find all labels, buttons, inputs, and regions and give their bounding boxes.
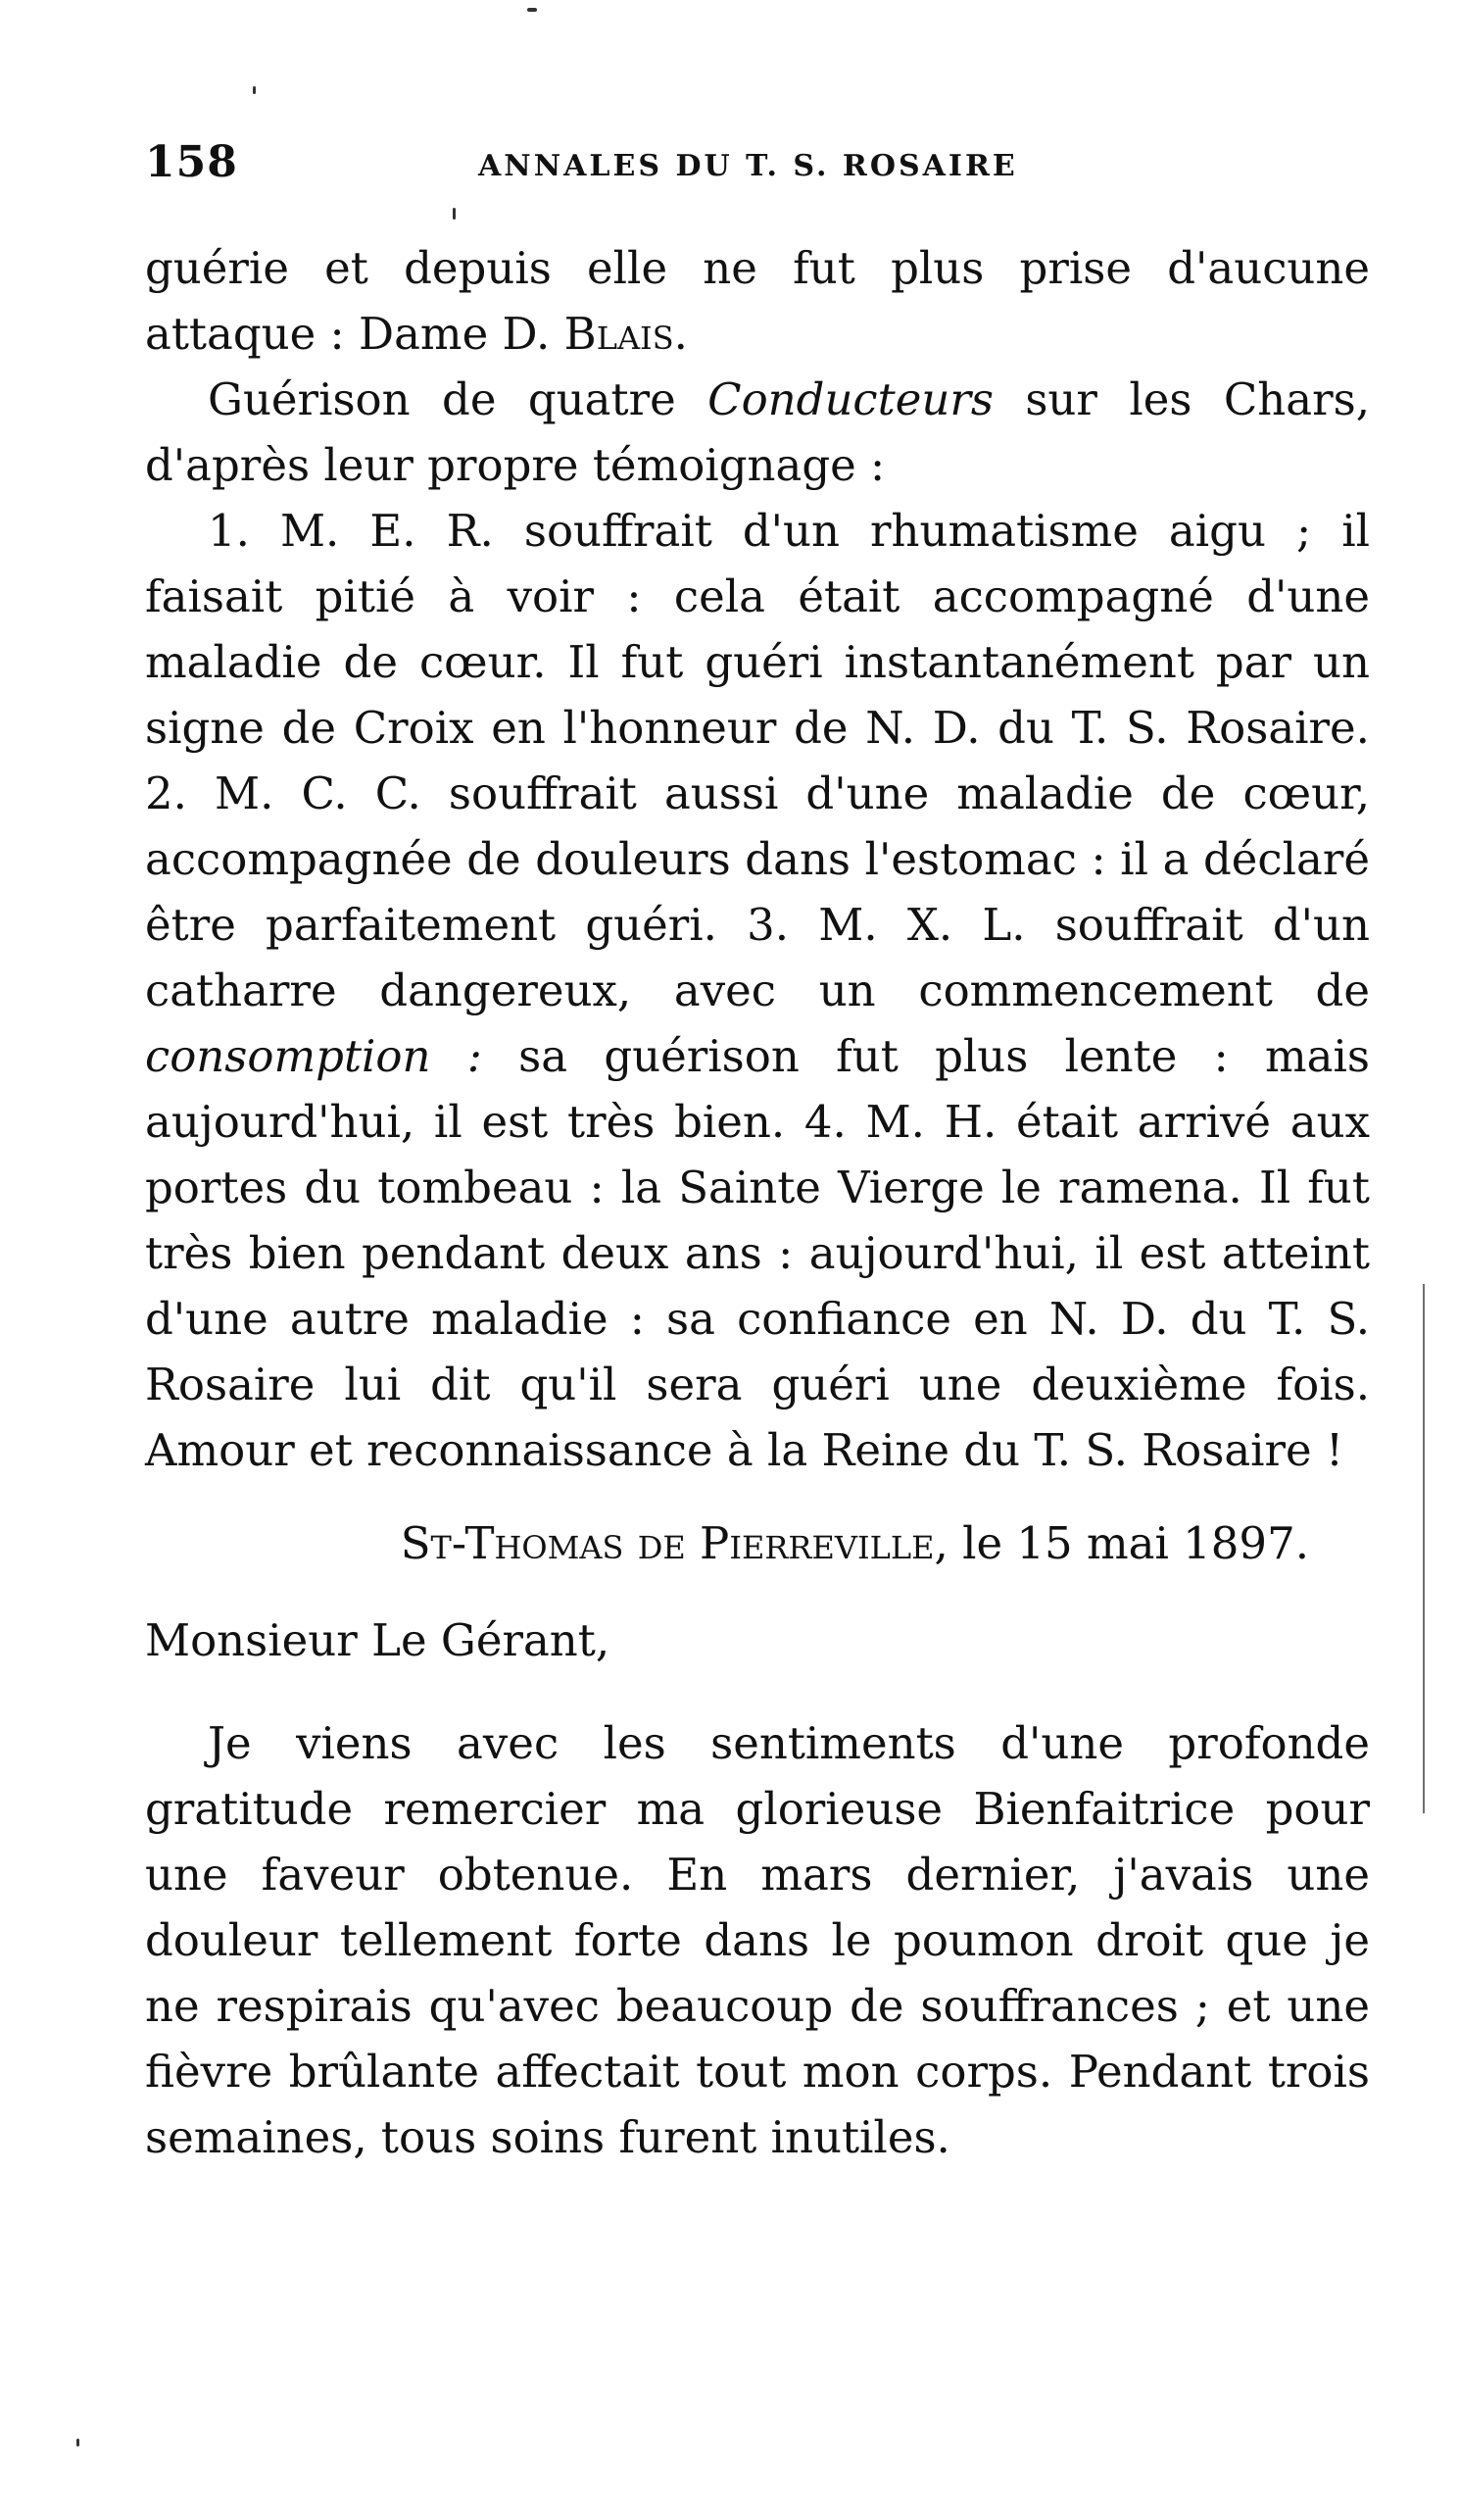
letter-dateline (145, 1510, 1370, 1576)
page-header (145, 137, 1370, 206)
scan-speck (453, 208, 456, 220)
paragraph-2-text-b: sur les Chars, d'après leur propre témoignage : (145, 373, 1371, 491)
scan-speck (253, 86, 256, 94)
running-head: ANNALES DU T. S. ROSAIRE (478, 149, 1018, 183)
letter-place: St-Thomas de Pierreville, (400, 1517, 948, 1569)
letter-salutation: Monsieur Le Gérant, (145, 1614, 610, 1666)
paragraph-3-emphasis: consomption : (145, 1030, 482, 1082)
paragraph-1-text: guérie et depuis elle ne fut plus prise d'aucune attaque : Dame D. (145, 242, 1370, 360)
letter-body: Je viens avec les sentiments d'une profonde gratitude remercier ma glorieuse Bienfaitrice pour une faveur obtenue. En mars dernier, j'avais une douleur tellement forte dans le poumon droit que je ne respirais qu'avec beaucoup de souffrances ; et une fièvre brûlante affectait tout mon corps. Pendant trois semaines, tous soins furent inutiles. (145, 1717, 1370, 2163)
paragraph-3 (145, 498, 1370, 1483)
signature-blais: Blais. (563, 308, 688, 360)
page (145, 137, 1370, 2170)
margin-rule (1423, 1284, 1425, 1813)
paragraph-1 (145, 235, 1370, 367)
paragraph-3-text-b: sa guérison fut plus lente : mais aujourd'hui, il est très bien. 4. M. H. était arrivé aux portes du tombeau : la Sainte Vierge le ramena. Il fut très bien pendant deux ans : aujourd'hui, il est atteint d'une autre maladie : sa confiance en N. D. du T. S. Rosaire lui dit qu'il sera guéri une deuxième fois. Amour et reconnaissance à la Reine du T. S. Rosaire ! (145, 1030, 1370, 1476)
letter-date: le 15 mai 1897. (948, 1517, 1309, 1569)
paragraph-2-text-a: Guérison de quatre (208, 373, 708, 425)
scan-speck (527, 8, 537, 12)
scan-speck (76, 2439, 79, 2446)
paragraph-3-text-a: 1. M. E. R. souffrait d'un rhumatisme aigu ; il faisait pitié à voir : cela était accompagné d'une maladie de cœur. Il fut guéri instantanément par un signe de Croix en l'honneur de N. D. du T. S. Rosaire. 2. M. C. C. souffrait aussi d'une maladie de cœur, accompagnée de douleurs dans l'estomac : il a déclaré être parfaitement guéri. 3. M. X. L. souffrait d'un catharre dangereux, avec un commencement de (145, 505, 1370, 1016)
body-text (145, 235, 1370, 2170)
page-number: 158 (145, 137, 238, 187)
paragraph-2 (145, 367, 1370, 498)
paragraph-2-emphasis: Conducteurs (707, 373, 994, 425)
